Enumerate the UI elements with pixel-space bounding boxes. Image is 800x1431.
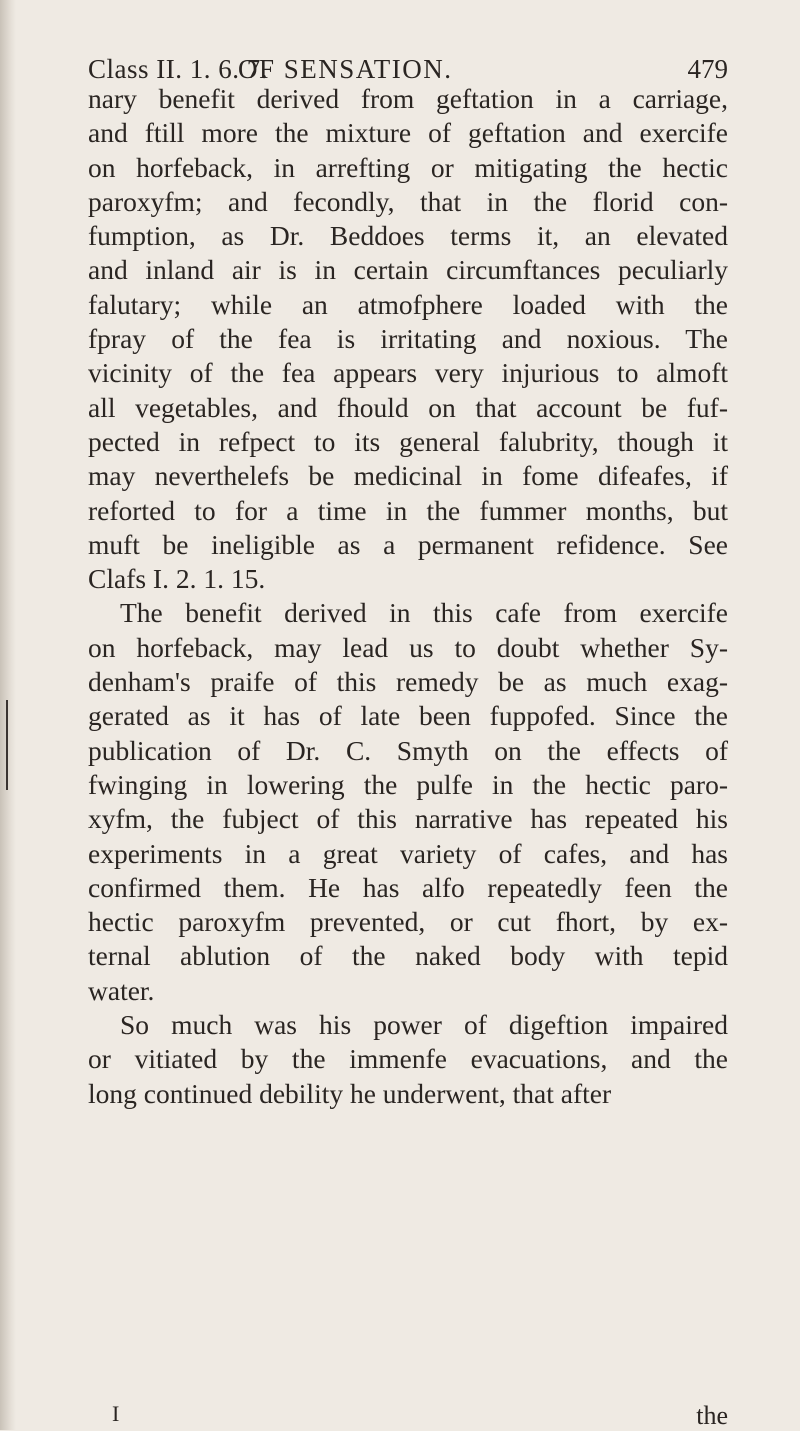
signature-mark: I: [112, 1401, 120, 1426]
text-line: xyfm, the fubject of this narrative has repeated his: [88, 803, 728, 835]
text-line: hectic paroxyfm prevented, or cut fhort, by ex-: [88, 906, 728, 938]
text-line: and ftill more the mixture of geftation and exercife: [88, 117, 728, 149]
text-line: pected in refpect to its general falubrity, though it: [88, 425, 728, 457]
text-line: fpray of the fea is irritating and noxious. The: [88, 323, 728, 355]
text-line: gerated as it has of late been fuppofed. Since the: [88, 700, 728, 732]
text-line: So much was his power of digeftion impaired: [120, 1009, 728, 1041]
text-line: water.: [88, 974, 155, 1006]
text-line: confirmed them. He has alfo repeatedly feen the: [88, 871, 728, 903]
page-footer: [88, 1401, 728, 1429]
text-line: Clafs I. 2. 1. 15.: [88, 563, 266, 595]
text-line: paroxyfm; and fecondly, that in the florid con-: [88, 185, 728, 217]
text-line: publication of Dr. C. Smyth on the effects of: [88, 734, 728, 766]
text-line: The benefit derived in this cafe from exercife: [120, 597, 728, 629]
text-line: nary benefit derived from geftation in a carriage,: [88, 83, 728, 114]
text-line: long continued debility he underwent, that after: [88, 1077, 612, 1109]
catchword: the: [696, 1401, 728, 1430]
text-line: may neverthelefs be medicinal in fome difeafes, if: [88, 460, 728, 492]
body-text: [88, 82, 728, 1111]
text-line: and inland air is in certain circumftances peculiarly: [88, 254, 728, 286]
text-line: all vegetables, and fhould on that account be fuf-: [88, 391, 728, 423]
text-line: reforted to for a time in the fummer months, but: [88, 494, 728, 526]
page-number: 479: [687, 54, 728, 84]
text-line: muft be ineligible as a permanent refidence. See: [88, 528, 728, 560]
text-line: on horfeback, may lead us to doubt whether Sy-: [88, 631, 728, 663]
text-line: experiments in a great variety of cafes, and has: [88, 837, 728, 869]
text-line: vicinity of the fea appears very injurious to almoft: [88, 357, 728, 389]
text-line: on horfeback, in arrefting or mitigating the hectic: [88, 151, 728, 183]
text-line: fwinging in lowering the pulfe in the hectic paro-: [88, 768, 728, 800]
text-line: ternal ablution of the naked body with tepid: [88, 940, 728, 972]
text-line: or vitiated by the immenfe evacuations, and the: [88, 1043, 728, 1075]
page-edge-shadow: [0, 0, 16, 1430]
gutter-rule: [6, 700, 8, 790]
header-class-reference: Class II. 1. 6. 7.: [88, 54, 268, 84]
text-line: denham's praife of this remedy be as much exag-: [88, 666, 728, 698]
header-title: OF SENSATION.: [238, 54, 453, 84]
text-line: falutary; while an atmofphere loaded with the: [88, 288, 728, 320]
text-line: fumption, as Dr. Beddoes terms it, an elevated: [88, 220, 728, 252]
